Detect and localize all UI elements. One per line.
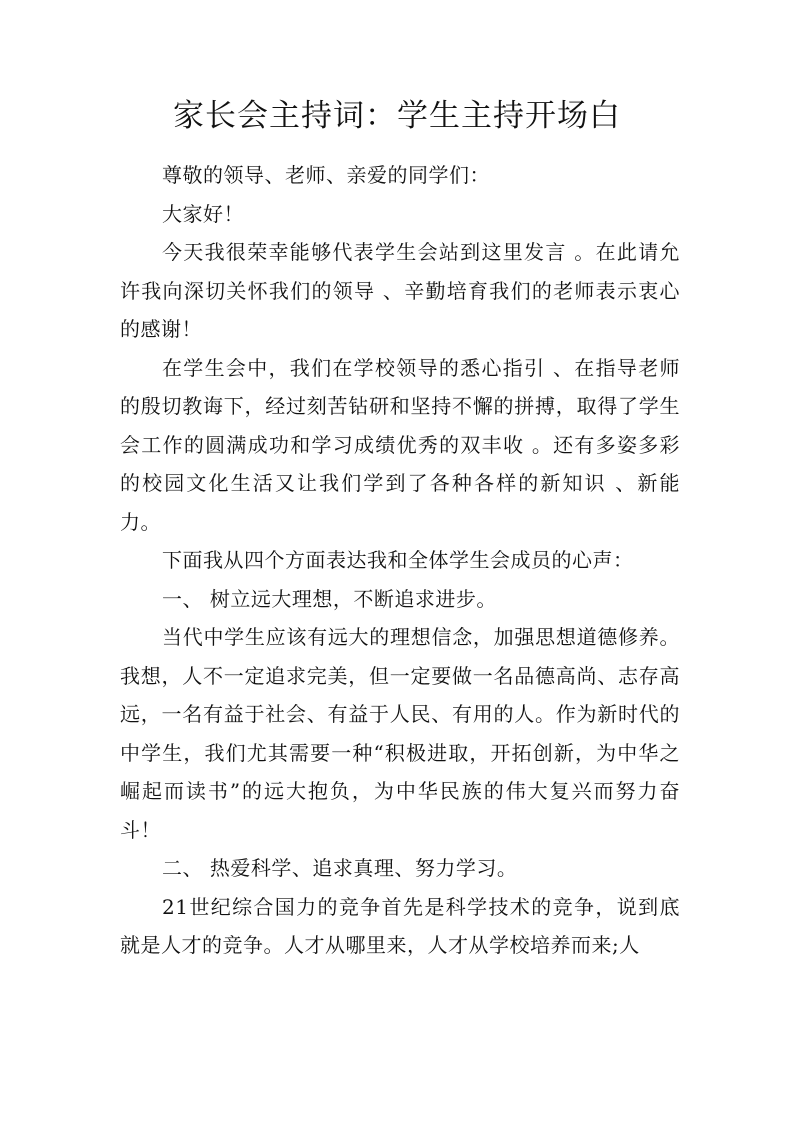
paragraph-achievements: 在学生会中，我们在学校领导的悉心指引 、在指导老师的殷切教诲下，经过刻苦钻研和坚持不懈的拼搏，取得了学生会工作的圆满成功和学习成绩优秀的双丰收 。还有多姿多彩的校园文化生活又让我们学到了各种各样的新知识 、新能力。 <box>120 355 680 534</box>
paragraph-greeting: 大家好！ <box>162 201 244 226</box>
section-heading-2: 二、 热爱科学、追求真理、努力学习。 <box>162 856 518 880</box>
document-title: 家长会主持词：学生主持开场白 <box>173 98 621 134</box>
document-body <box>120 156 680 965</box>
paragraph-salutation: 尊敬的领导、老师、亲爱的同学们： <box>162 163 490 187</box>
paragraph-science: 21世纪综合国力的竞争首先是科学技术的竞争，说到底就是人才的竞争。人才从哪里来，人才从学校培养而来;人 <box>120 894 680 957</box>
paragraph-ideals: 当代中学生应该有远大的理想信念，加强思想道德修养。我想，人不一定追求完美，但一定要做一名品德高尚、志存高远，一名有益于社会、有益于人民、有用的人。作为新时代的中学生，我们尤其需要一种“积极进取，开拓创新，为中华之崛起而读书”的远大抱负，为中华民族的伟大复兴而努力奋斗！ <box>120 625 680 842</box>
paragraph-intro-points: 下面我从四个方面表达我和全体学生会成员的心声： <box>162 548 634 572</box>
section-heading-1: 一、 树立远大理想，不断追求进步。 <box>162 586 497 611</box>
paragraph-thanks: 今天我很荣幸能够代表学生会站到这里发言 。在此请允许我向深切关怀我们的领导 、辛勤培育我们的老师表示衷心的感谢！ <box>120 240 680 341</box>
